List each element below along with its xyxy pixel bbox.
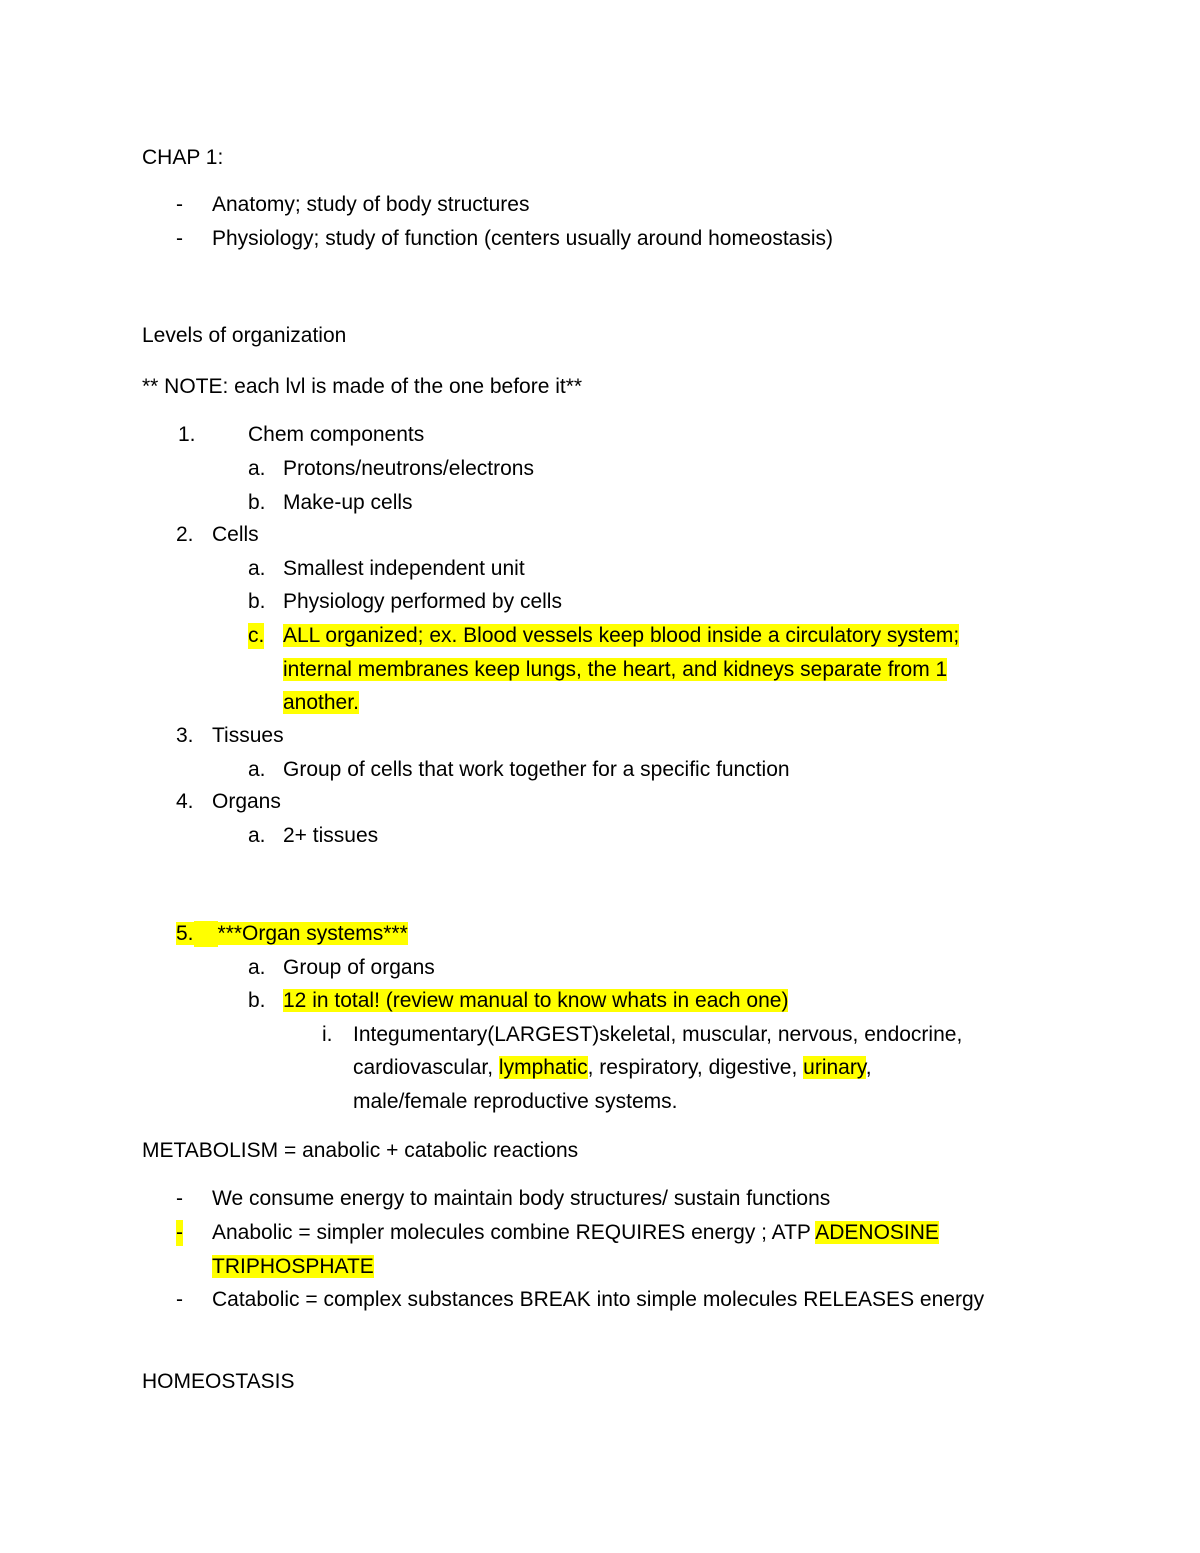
metabolism-consume: We consume energy to maintain body structures/ sustain functions bbox=[212, 1187, 831, 1210]
metabolism-anabolic: Anabolic = simpler molecules combine REQUIRES energy ; ATP ADENOSINE bbox=[212, 1221, 939, 1244]
level-5i-line-3: male/female reproductive systems. bbox=[353, 1090, 678, 1113]
levels-note: ** NOTE: each lvl is made of the one before it** bbox=[142, 375, 583, 398]
level-3-text: Tissues bbox=[212, 724, 284, 747]
chapter-heading: CHAP 1: bbox=[142, 146, 224, 169]
level-1-text: Chem components bbox=[248, 423, 425, 446]
level-5i-line-2: cardiovascular, lymphatic, respiratory, digestive, urinary, bbox=[353, 1056, 872, 1079]
list-marker: b. bbox=[248, 590, 266, 613]
level-1b-text: Make-up cells bbox=[283, 491, 413, 514]
bullet-marker: - bbox=[176, 227, 183, 250]
homeostasis-heading: HOMEOSTASIS bbox=[142, 1370, 295, 1393]
level-4-text: Organs bbox=[212, 790, 281, 813]
list-marker: 2. bbox=[176, 523, 194, 546]
metabolism-heading: METABOLISM = anabolic + catabolic reactions bbox=[142, 1139, 579, 1162]
list-marker: a. bbox=[248, 956, 266, 979]
level-3a-text: Group of cells that work together for a specific function bbox=[283, 758, 790, 781]
level-2-text: Cells bbox=[212, 523, 259, 546]
level-4a-text: 2+ tissues bbox=[283, 824, 379, 847]
triphosphate-highlight: TRIPHOSPHATE bbox=[212, 1255, 374, 1278]
bullet-marker: - bbox=[176, 1187, 183, 1210]
list-marker: 1. bbox=[178, 423, 196, 446]
level-2c-line-2: internal membranes keep lungs, the heart, and kidneys separate from 1 bbox=[283, 658, 948, 681]
level-2b-text: Physiology performed by cells bbox=[283, 590, 562, 613]
level-5i-line-1: Integumentary(LARGEST)skeletal, muscular, nervous, endocrine, bbox=[353, 1023, 963, 1046]
list-marker: 4. bbox=[176, 790, 194, 813]
levels-heading: Levels of organization bbox=[142, 324, 347, 347]
lymphatic-highlight: lymphatic bbox=[498, 1056, 588, 1079]
list-marker: i. bbox=[322, 1023, 333, 1046]
list-marker: a. bbox=[248, 457, 266, 480]
level-2c-line-1: ALL organized; ex. Blood vessels keep blood inside a circulatory system; bbox=[283, 624, 960, 647]
level-5b-text: 12 in total! (review manual to know whats in each one) bbox=[283, 989, 789, 1012]
intro-physiology: Physiology; study of function (centers usually around homeostasis) bbox=[212, 227, 833, 250]
list-marker: a. bbox=[248, 824, 266, 847]
level-2a-text: Smallest independent unit bbox=[283, 557, 525, 580]
level-2c-line-3: another. bbox=[283, 691, 359, 714]
list-marker: a. bbox=[248, 758, 266, 781]
bullet-marker: - bbox=[176, 193, 183, 216]
level-5a-text: Group of organs bbox=[283, 956, 435, 979]
list-marker: c. bbox=[248, 624, 265, 647]
bullet-marker: - bbox=[176, 1288, 183, 1311]
metabolism-catabolic: Catabolic = complex substances BREAK into simple molecules RELEASES energy bbox=[212, 1288, 985, 1311]
list-marker: 3. bbox=[176, 724, 194, 747]
level-5-text: ***Organ systems*** bbox=[217, 922, 408, 945]
list-marker: b. bbox=[248, 989, 266, 1012]
list-marker: b. bbox=[248, 491, 266, 514]
intro-anatomy: Anatomy; study of body structures bbox=[212, 193, 530, 216]
urinary-highlight: urinary bbox=[803, 1056, 866, 1079]
list-marker: a. bbox=[248, 557, 266, 580]
bullet-marker: - bbox=[176, 1221, 183, 1244]
list-marker: 5. bbox=[176, 922, 194, 945]
level-1a-text: Protons/neutrons/electrons bbox=[283, 457, 534, 480]
adenosine-highlight: ADENOSINE bbox=[815, 1221, 939, 1244]
